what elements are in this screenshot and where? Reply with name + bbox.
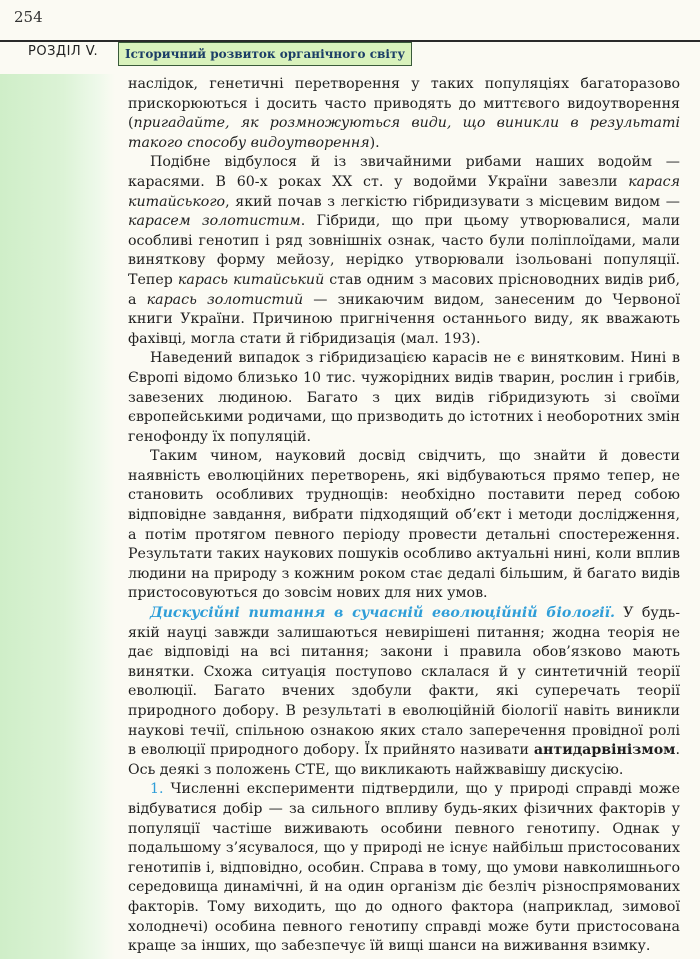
text-run: , який почав з легкістю гібридизувати з місцевим видом — <box>225 193 680 210</box>
text-run: Численні експерименти підтвердили, що у природі справді може відбуватися добір — за сильного впливу будь-яких фізичних факторів у популяції частіше виживають особини певного генотипу. Однак у подальшому з’ясувалося, що у природі не існує найбільш пристосованих генотипів і, відповідно, особин. Справа в тому, що умови навколишнього середовища динамічні, й на один організм діє безліч різноспрямованих факторів. Тому виходить, що до одного фактора (наприклад, зимової холоднечі) особина певного генотипу справді може бути пристосована краще за інших, що забезпечує їй вищі шанси на виживання взимку. <box>128 781 680 955</box>
section-title: Історичний розвиток органічного світу <box>118 42 412 66</box>
paragraph-2 <box>128 153 680 349</box>
species-name: карасем золотистим <box>128 213 301 230</box>
species-name: карася китайського <box>128 173 680 210</box>
body-text <box>128 75 680 957</box>
text-run: став одним з масових прісноводних видів риб, а <box>128 271 680 308</box>
paragraph-6 <box>128 780 680 956</box>
text-run: Подібне відбулося й із звичайними рибами наших водойм — карасями. В 60-х роках XX ст. у водойми України завезли <box>128 154 680 190</box>
text-run: наслідок, генетичні перетворення у таких популяціях багаторазово прискорюються і досить часто приводять до миттєвого видоутворення ( <box>128 76 680 132</box>
text-run: — зникаючим видом, занесеним до Червоної книги України. Причиною пригнічення останнього виду, як вважають фахівці, могла стати й гібридизація (мал. 193). <box>128 291 680 347</box>
subsection-heading: Дискусійні питання в сучасній еволюційній біології. <box>150 605 615 622</box>
species-name: карась китайський <box>177 271 325 288</box>
paragraph-1 <box>128 75 680 153</box>
text-run: . Гібриди, що при цьому утворювалися, мали особливі генотип і ряд зовнішніх ознак, часто були поліплоїдами, мали виняткову форму мейозу, нерідко утворювали ізольовані популяції. Тепер <box>128 213 680 288</box>
paragraph-3: Наведений випадок з гібридизацією карасів не є винятковим. Нині в Європі відомо близько 10 тис. чужорідних видів тварин, рослин і грибів, завезених людиною. Багато з цих видів гібридизують зі своїми європейськими родичами, що призводить до істотних і необоротних змін генофонду їх популяцій. <box>128 350 680 445</box>
paragraph-5 <box>128 604 680 780</box>
text-run: У будь-якій науці завжди залишаються невирішені питання; жодна теорія не дає відповіді на всі питання; закони і правила обов’язково мають винятки. Схожа ситуація поступово склалася й у синтетичній теорії еволюції. Багато вчених здобули факти, які суперечать теорії природного добору. В результаті в еволюційній біології навіть виникли наукові течії, спільною ознакою яких стало заперечення провідної ролі в еволюції природного добору. Їх прийнято називати <box>128 605 680 759</box>
paragraph-4: Таким чином, науковий досвід свідчить, що знайти й довести наявність еволюційних перетворень, які відбуваються прямо тепер, не становить особливих труднощів: необхідно поставити перед собою відповідне завдання, вибрати підходящий об’єкт і методи дослідження, а потім протягом певного періоду провести детальні спостереження. Результати таких наукових пошуків особливо актуальні нині, коли вплив людини на природу з кожним роком стає дедалі більшим, й багато видів пристосовуються до зовсім нових для них умов. <box>128 448 680 602</box>
list-number: 1. <box>150 781 164 798</box>
bold-term: антидарвінізмом <box>533 742 676 759</box>
section-label: РОЗДІЛ V. <box>28 44 99 59</box>
italic-question: пригадайте, як розмножуються види, що виникли в результаті такого способу видоутворення <box>128 115 680 151</box>
text-run: ). <box>369 134 380 151</box>
species-name: карась золотистий <box>146 291 304 308</box>
margin-band <box>0 74 115 959</box>
page-number: 254 <box>14 8 43 26</box>
text-run: . Ось деякі з положень СТЕ, що викликають найжвавішу дискусію. <box>128 742 680 778</box>
